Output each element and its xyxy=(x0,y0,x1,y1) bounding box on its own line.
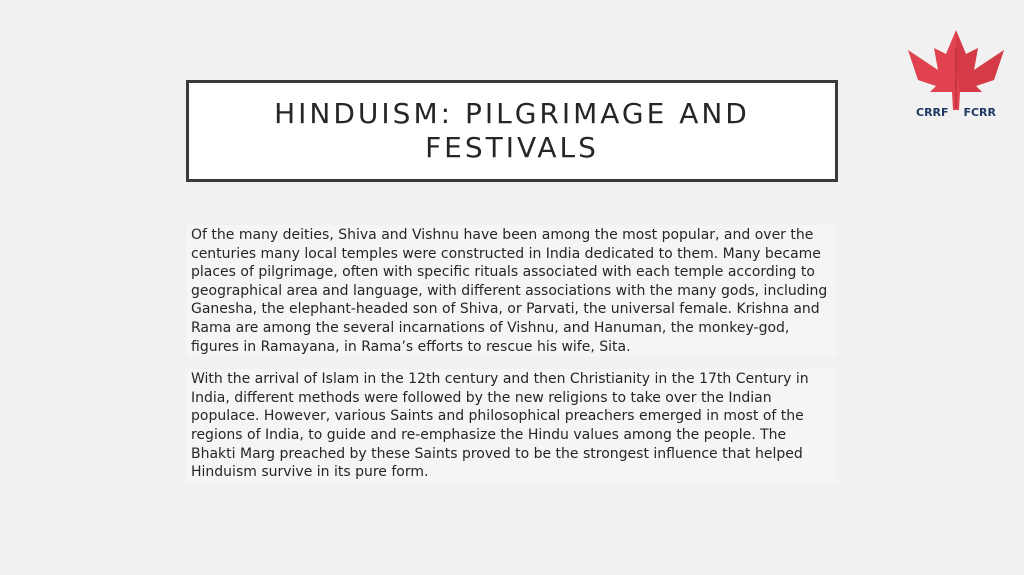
logo-right-text: FCRR xyxy=(963,106,996,119)
slide-title: HINDUISM: PILGRIMAGE AND FESTIVALS xyxy=(274,97,750,164)
slide-body xyxy=(186,225,836,483)
paragraph-1: Of the many deities, Shiva and Vishnu have been among the most popular, and over the centuries many local temples were constructed in India dedicated to them. Many became places of pilgrimage, often with specific rituals associated with each temple according to geographical area and language, with different associations with the many gods, including Ganesha, the elephant-headed son of Shiva, or Parvati, the universal female. Krishna and Rama are among the several incarnations of Vishnu, and Hanuman, the monkey-god, figures in Ramayana, in Rama’s efforts to rescue his wife, Sita. xyxy=(186,225,836,357)
paragraph-2: With the arrival of Islam in the 12th century and then Christianity in the 17th Century in India, different methods were followed by the new religions to take over the Indian populace. However, various Saints and philosophical preachers emerged in most of the regions of India, to guide and re-emphasize the Hindu values among the people. The Bhakti Marg preached by these Saints proved to be the strongest influence that helped Hinduism survive in its pure form. xyxy=(186,369,836,483)
crrf-fcrr-logo xyxy=(906,30,1006,122)
title-box xyxy=(186,80,838,182)
logo-left-text: CRRF xyxy=(916,106,949,119)
maple-leaf-icon xyxy=(906,30,1006,110)
logo-text xyxy=(906,106,1006,119)
